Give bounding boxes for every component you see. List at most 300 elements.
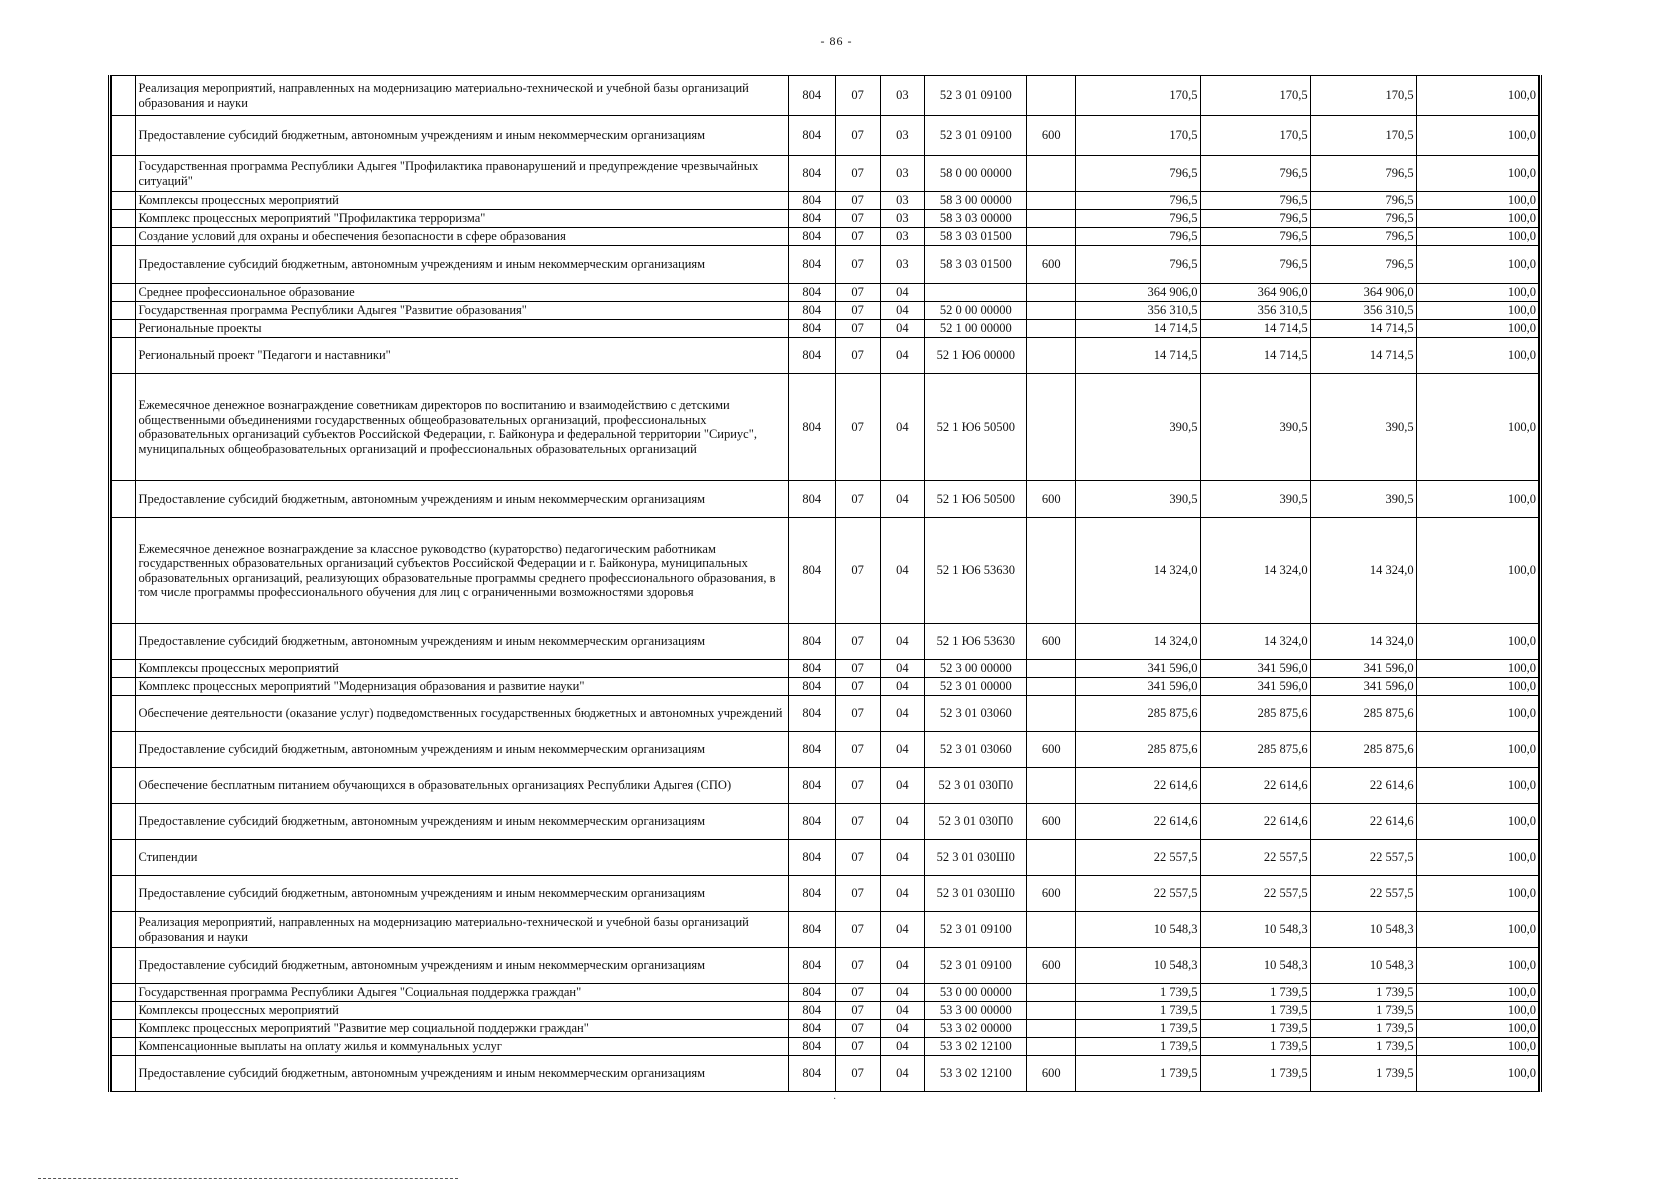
refined-amount: 14 324,0 (1200, 518, 1310, 624)
approved-amount: 1 739,5 (1076, 984, 1200, 1002)
refined-amount: 170,5 (1200, 116, 1310, 156)
table-row (112, 912, 1539, 948)
expense-type-code (1027, 1020, 1076, 1038)
execution-percent: 100,0 (1416, 1020, 1538, 1038)
refined-amount: 796,5 (1200, 246, 1310, 284)
refined-amount: 14 714,5 (1200, 320, 1310, 338)
execution-percent: 100,0 (1416, 284, 1538, 302)
table-row (112, 210, 1539, 228)
row-margin-cell (112, 192, 136, 210)
execution-percent: 100,0 (1416, 804, 1538, 840)
expense-type-code (1027, 156, 1076, 192)
execution-percent: 100,0 (1416, 76, 1538, 116)
grbs-code: 804 (788, 210, 835, 228)
refined-amount: 796,5 (1200, 192, 1310, 210)
grbs-code: 804 (788, 912, 835, 948)
target-item-code: 53 3 00 00000 (925, 1002, 1027, 1020)
section-code: 07 (835, 732, 880, 768)
grbs-code: 804 (788, 374, 835, 481)
expense-type-code: 600 (1027, 876, 1076, 912)
approved-amount: 22 557,5 (1076, 840, 1200, 876)
executed-amount: 364 906,0 (1310, 284, 1416, 302)
grbs-code: 804 (788, 948, 835, 984)
row-margin-cell (112, 732, 136, 768)
section-code: 07 (835, 76, 880, 116)
table-row (112, 1020, 1539, 1038)
grbs-code: 804 (788, 302, 835, 320)
executed-amount: 22 614,6 (1310, 768, 1416, 804)
footer-rule (38, 1178, 458, 1179)
row-name: Обеспечение бесплатным питанием обучающихся в образовательных организациях Республики Адыгея (СПО) (136, 768, 788, 804)
approved-amount: 341 596,0 (1076, 678, 1200, 696)
grbs-code: 804 (788, 156, 835, 192)
grbs-code: 804 (788, 1002, 835, 1020)
table-row (112, 156, 1539, 192)
executed-amount: 10 548,3 (1310, 912, 1416, 948)
target-item-code: 52 0 00 00000 (925, 302, 1027, 320)
subsection-code: 03 (880, 246, 925, 284)
section-code: 07 (835, 948, 880, 984)
expense-type-code: 600 (1027, 804, 1076, 840)
subsection-code: 03 (880, 156, 925, 192)
row-margin-cell (112, 284, 136, 302)
execution-percent: 100,0 (1416, 1056, 1538, 1092)
execution-percent: 100,0 (1416, 660, 1538, 678)
refined-amount: 796,5 (1200, 156, 1310, 192)
grbs-code: 804 (788, 660, 835, 678)
approved-amount: 285 875,6 (1076, 696, 1200, 732)
budget-table (111, 75, 1539, 1092)
section-code: 07 (835, 840, 880, 876)
row-margin-cell (112, 876, 136, 912)
subsection-code: 04 (880, 1038, 925, 1056)
expense-type-code (1027, 660, 1076, 678)
subsection-code: 04 (880, 1020, 925, 1038)
target-item-code: 52 3 01 03060 (925, 732, 1027, 768)
execution-percent: 100,0 (1416, 1002, 1538, 1020)
subsection-code: 04 (880, 624, 925, 660)
section-code: 07 (835, 374, 880, 481)
section-code: 07 (835, 1002, 880, 1020)
approved-amount: 22 614,6 (1076, 768, 1200, 804)
table-row (112, 1002, 1539, 1020)
table-row (112, 1056, 1539, 1092)
row-margin-cell (112, 302, 136, 320)
subsection-code: 04 (880, 948, 925, 984)
table-row (112, 246, 1539, 284)
target-item-code: 58 3 03 00000 (925, 210, 1027, 228)
grbs-code: 804 (788, 678, 835, 696)
target-item-code: 52 3 01 030П0 (925, 804, 1027, 840)
target-item-code: 52 1 Ю6 50500 (925, 374, 1027, 481)
refined-amount: 1 739,5 (1200, 1020, 1310, 1038)
row-name: Среднее профессиональное образование (136, 284, 788, 302)
executed-amount: 796,5 (1310, 228, 1416, 246)
row-margin-cell (112, 660, 136, 678)
row-margin-cell (112, 624, 136, 660)
grbs-code: 804 (788, 1056, 835, 1092)
expense-type-code (1027, 768, 1076, 804)
approved-amount: 14 714,5 (1076, 320, 1200, 338)
refined-amount: 22 557,5 (1200, 840, 1310, 876)
row-margin-cell (112, 228, 136, 246)
approved-amount: 22 614,6 (1076, 804, 1200, 840)
table-body (112, 76, 1539, 1092)
row-name: Предоставление субсидий бюджетным, автономным учреждениям и иным некоммерческим организациям (136, 876, 788, 912)
grbs-code: 804 (788, 804, 835, 840)
approved-amount: 14 324,0 (1076, 518, 1200, 624)
target-item-code: 52 3 01 030Ш0 (925, 840, 1027, 876)
table-row (112, 876, 1539, 912)
section-code: 07 (835, 192, 880, 210)
grbs-code: 804 (788, 624, 835, 660)
target-item-code: 52 1 Ю6 00000 (925, 338, 1027, 374)
refined-amount: 1 739,5 (1200, 984, 1310, 1002)
section-code: 07 (835, 228, 880, 246)
target-item-code: 52 3 01 03060 (925, 696, 1027, 732)
row-name: Предоставление субсидий бюджетным, автономным учреждениям и иным некоммерческим организациям (136, 732, 788, 768)
row-name: Предоставление субсидий бюджетным, автономным учреждениям и иным некоммерческим организациям (136, 246, 788, 284)
section-code: 07 (835, 696, 880, 732)
expense-type-code (1027, 1002, 1076, 1020)
row-name: Предоставление субсидий бюджетным, автономным учреждениям и иным некоммерческим организациям (136, 481, 788, 518)
row-margin-cell (112, 840, 136, 876)
section-code: 07 (835, 1056, 880, 1092)
subsection-code: 04 (880, 518, 925, 624)
execution-percent: 100,0 (1416, 948, 1538, 984)
table-row (112, 284, 1539, 302)
row-margin-cell (112, 246, 136, 284)
table-row (112, 984, 1539, 1002)
approved-amount: 796,5 (1076, 210, 1200, 228)
execution-percent: 100,0 (1416, 768, 1538, 804)
table-row (112, 374, 1539, 481)
expense-type-code: 600 (1027, 1056, 1076, 1092)
row-margin-cell (112, 374, 136, 481)
expense-type-code (1027, 320, 1076, 338)
refined-amount: 170,5 (1200, 76, 1310, 116)
refined-amount: 22 557,5 (1200, 876, 1310, 912)
executed-amount: 22 557,5 (1310, 876, 1416, 912)
approved-amount: 1 739,5 (1076, 1002, 1200, 1020)
execution-percent: 100,0 (1416, 338, 1538, 374)
row-name: Региональный проект "Педагоги и наставники" (136, 338, 788, 374)
target-item-code: 52 1 Ю6 53630 (925, 624, 1027, 660)
section-code: 07 (835, 912, 880, 948)
execution-percent: 100,0 (1416, 302, 1538, 320)
executed-amount: 170,5 (1310, 116, 1416, 156)
table-row (112, 948, 1539, 984)
section-code: 07 (835, 804, 880, 840)
subsection-code: 04 (880, 678, 925, 696)
row-margin-cell (112, 1020, 136, 1038)
grbs-code: 804 (788, 116, 835, 156)
expense-type-code (1027, 518, 1076, 624)
subsection-code: 04 (880, 374, 925, 481)
executed-amount: 341 596,0 (1310, 660, 1416, 678)
subsection-code: 03 (880, 228, 925, 246)
executed-amount: 285 875,6 (1310, 732, 1416, 768)
table-row (112, 228, 1539, 246)
section-code: 07 (835, 984, 880, 1002)
execution-percent: 100,0 (1416, 192, 1538, 210)
approved-amount: 285 875,6 (1076, 732, 1200, 768)
row-margin-cell (112, 1038, 136, 1056)
grbs-code: 804 (788, 518, 835, 624)
table-row (112, 840, 1539, 876)
approved-amount: 14 324,0 (1076, 624, 1200, 660)
section-code: 07 (835, 660, 880, 678)
approved-amount: 364 906,0 (1076, 284, 1200, 302)
section-code: 07 (835, 116, 880, 156)
executed-amount: 14 324,0 (1310, 518, 1416, 624)
execution-percent: 100,0 (1416, 732, 1538, 768)
approved-amount: 22 557,5 (1076, 876, 1200, 912)
executed-amount: 796,5 (1310, 192, 1416, 210)
section-code: 07 (835, 678, 880, 696)
section-code: 07 (835, 876, 880, 912)
refined-amount: 796,5 (1200, 228, 1310, 246)
expense-type-code (1027, 1038, 1076, 1056)
refined-amount: 364 906,0 (1200, 284, 1310, 302)
target-item-code: 52 3 01 00000 (925, 678, 1027, 696)
section-code: 07 (835, 481, 880, 518)
section-code: 07 (835, 246, 880, 284)
target-item-code: 53 3 02 12100 (925, 1056, 1027, 1092)
row-name: Предоставление субсидий бюджетным, автономным учреждениям и иным некоммерческим организациям (136, 116, 788, 156)
execution-percent: 100,0 (1416, 1038, 1538, 1056)
target-item-code (925, 284, 1027, 302)
row-margin-cell (112, 696, 136, 732)
subsection-code: 04 (880, 1056, 925, 1092)
subsection-code: 04 (880, 302, 925, 320)
approved-amount: 170,5 (1076, 116, 1200, 156)
expense-type-code (1027, 984, 1076, 1002)
expense-type-code: 600 (1027, 116, 1076, 156)
target-item-code: 58 3 03 01500 (925, 246, 1027, 284)
subsection-code: 03 (880, 210, 925, 228)
row-margin-cell (112, 210, 136, 228)
executed-amount: 341 596,0 (1310, 678, 1416, 696)
expense-type-code (1027, 696, 1076, 732)
refined-amount: 390,5 (1200, 481, 1310, 518)
table-row (112, 338, 1539, 374)
grbs-code: 804 (788, 840, 835, 876)
executed-amount: 796,5 (1310, 246, 1416, 284)
table-row (112, 804, 1539, 840)
row-margin-cell (112, 948, 136, 984)
table-row (112, 624, 1539, 660)
section-code: 07 (835, 284, 880, 302)
approved-amount: 10 548,3 (1076, 948, 1200, 984)
executed-amount: 170,5 (1310, 76, 1416, 116)
refined-amount: 10 548,3 (1200, 912, 1310, 948)
execution-percent: 100,0 (1416, 374, 1538, 481)
subsection-code: 03 (880, 192, 925, 210)
row-margin-cell (112, 912, 136, 948)
grbs-code: 804 (788, 984, 835, 1002)
target-item-code: 52 1 00 00000 (925, 320, 1027, 338)
target-item-code: 53 0 00 00000 (925, 984, 1027, 1002)
row-margin-cell (112, 768, 136, 804)
executed-amount: 14 714,5 (1310, 338, 1416, 374)
section-code: 07 (835, 1020, 880, 1038)
target-item-code: 53 3 02 00000 (925, 1020, 1027, 1038)
executed-amount: 22 557,5 (1310, 840, 1416, 876)
row-name: Ежемесячное денежное вознаграждение за классное руководство (кураторство) педагогическим работникам государственных образовательных организаций субъектов Российской Федерации и г. Байконура, муниципальных образовательных организаций, реализующих образовательные программы среднего профессионального образования, в том числе программы профессионального обучения для лиц с ограниченными возможностями здоровья (136, 518, 788, 624)
expense-type-code (1027, 374, 1076, 481)
row-margin-cell (112, 320, 136, 338)
expense-type-code (1027, 302, 1076, 320)
row-margin-cell (112, 116, 136, 156)
approved-amount: 1 739,5 (1076, 1020, 1200, 1038)
execution-percent: 100,0 (1416, 116, 1538, 156)
section-code: 07 (835, 1038, 880, 1056)
row-name: Реализация мероприятий, направленных на модернизацию материально-технической и учебной базы организаций образования и науки (136, 912, 788, 948)
expense-type-code (1027, 678, 1076, 696)
execution-percent: 100,0 (1416, 156, 1538, 192)
executed-amount: 390,5 (1310, 374, 1416, 481)
execution-percent: 100,0 (1416, 876, 1538, 912)
section-code: 07 (835, 320, 880, 338)
grbs-code: 804 (788, 696, 835, 732)
approved-amount: 796,5 (1076, 192, 1200, 210)
subsection-code: 04 (880, 696, 925, 732)
executed-amount: 1 739,5 (1310, 1020, 1416, 1038)
executed-amount: 796,5 (1310, 210, 1416, 228)
executed-amount: 1 739,5 (1310, 984, 1416, 1002)
execution-percent: 100,0 (1416, 984, 1538, 1002)
executed-amount: 356 310,5 (1310, 302, 1416, 320)
executed-amount: 796,5 (1310, 156, 1416, 192)
row-margin-cell (112, 76, 136, 116)
subsection-code: 03 (880, 76, 925, 116)
row-margin-cell (112, 338, 136, 374)
row-name: Реализация мероприятий, направленных на модернизацию материально-технической и учебной базы организаций образования и науки (136, 76, 788, 116)
expense-type-code (1027, 210, 1076, 228)
section-code: 07 (835, 338, 880, 374)
row-name: Предоставление субсидий бюджетным, автономным учреждениям и иным некоммерческим организациям (136, 804, 788, 840)
approved-amount: 341 596,0 (1076, 660, 1200, 678)
refined-amount: 14 714,5 (1200, 338, 1310, 374)
target-item-code: 52 1 Ю6 53630 (925, 518, 1027, 624)
row-name: Комплексы процессных мероприятий (136, 192, 788, 210)
refined-amount: 1 739,5 (1200, 1056, 1310, 1092)
approved-amount: 796,5 (1076, 156, 1200, 192)
grbs-code: 804 (788, 1020, 835, 1038)
table-row (112, 481, 1539, 518)
execution-percent: 100,0 (1416, 481, 1538, 518)
subsection-code: 04 (880, 732, 925, 768)
refined-amount: 390,5 (1200, 374, 1310, 481)
grbs-code: 804 (788, 76, 835, 116)
target-item-code: 52 3 01 030П0 (925, 768, 1027, 804)
executed-amount: 14 324,0 (1310, 624, 1416, 660)
section-code: 07 (835, 768, 880, 804)
row-name: Комплекс процессных мероприятий "Профилактика терроризма" (136, 210, 788, 228)
grbs-code: 804 (788, 876, 835, 912)
subsection-code: 04 (880, 840, 925, 876)
target-item-code: 52 3 01 09100 (925, 116, 1027, 156)
refined-amount: 22 614,6 (1200, 804, 1310, 840)
expense-type-code: 600 (1027, 246, 1076, 284)
row-name: Государственная программа Республики Адыгея "Профилактика правонарушений и предупреждение чрезвычайных ситуаций" (136, 156, 788, 192)
expense-type-code (1027, 840, 1076, 876)
target-item-code: 52 1 Ю6 50500 (925, 481, 1027, 518)
refined-amount: 796,5 (1200, 210, 1310, 228)
grbs-code: 804 (788, 1038, 835, 1056)
row-name: Комплексы процессных мероприятий (136, 1002, 788, 1020)
budget-table-frame (108, 75, 1542, 1092)
refined-amount: 285 875,6 (1200, 696, 1310, 732)
execution-percent: 100,0 (1416, 624, 1538, 660)
subsection-code: 04 (880, 804, 925, 840)
approved-amount: 170,5 (1076, 76, 1200, 116)
expense-type-code (1027, 76, 1076, 116)
table-row (112, 1038, 1539, 1056)
approved-amount: 10 548,3 (1076, 912, 1200, 948)
expense-type-code (1027, 228, 1076, 246)
section-code: 07 (835, 624, 880, 660)
grbs-code: 804 (788, 246, 835, 284)
grbs-code: 804 (788, 338, 835, 374)
row-margin-cell (112, 518, 136, 624)
execution-percent: 100,0 (1416, 912, 1538, 948)
executed-amount: 22 614,6 (1310, 804, 1416, 840)
target-item-code: 58 3 00 00000 (925, 192, 1027, 210)
refined-amount: 10 548,3 (1200, 948, 1310, 984)
subsection-code: 04 (880, 984, 925, 1002)
refined-amount: 341 596,0 (1200, 678, 1310, 696)
subsection-code: 04 (880, 320, 925, 338)
subsection-code: 04 (880, 284, 925, 302)
target-item-code: 52 3 00 00000 (925, 660, 1027, 678)
row-margin-cell (112, 678, 136, 696)
approved-amount: 1 739,5 (1076, 1038, 1200, 1056)
table-row (112, 678, 1539, 696)
refined-amount: 1 739,5 (1200, 1038, 1310, 1056)
table-row (112, 768, 1539, 804)
page-number: - 86 - (820, 34, 853, 48)
execution-percent: 100,0 (1416, 678, 1538, 696)
target-item-code: 52 3 01 09100 (925, 948, 1027, 984)
row-name: Компенсационные выплаты на оплату жилья и коммунальных услуг (136, 1038, 788, 1056)
table-row (112, 518, 1539, 624)
subsection-code: 04 (880, 1002, 925, 1020)
refined-amount: 341 596,0 (1200, 660, 1310, 678)
row-name: Государственная программа Республики Адыгея "Социальная поддержка граждан" (136, 984, 788, 1002)
grbs-code: 804 (788, 732, 835, 768)
row-margin-cell (112, 804, 136, 840)
row-name: Предоставление субсидий бюджетным, автономным учреждениям и иным некоммерческим организациям (136, 948, 788, 984)
table-row (112, 302, 1539, 320)
target-item-code: 53 3 02 12100 (925, 1038, 1027, 1056)
executed-amount: 10 548,3 (1310, 948, 1416, 984)
execution-percent: 100,0 (1416, 518, 1538, 624)
execution-percent: 100,0 (1416, 696, 1538, 732)
row-margin-cell (112, 156, 136, 192)
table-row (112, 696, 1539, 732)
approved-amount: 356 310,5 (1076, 302, 1200, 320)
row-name: Предоставление субсидий бюджетным, автономным учреждениям и иным некоммерческим организациям (136, 1056, 788, 1092)
expense-type-code: 600 (1027, 481, 1076, 518)
refined-amount: 285 875,6 (1200, 732, 1310, 768)
expense-type-code: 600 (1027, 624, 1076, 660)
section-code: 07 (835, 518, 880, 624)
refined-amount: 1 739,5 (1200, 1002, 1310, 1020)
row-name: Обеспечение деятельности (оказание услуг) подведомственных государственных бюджетных и автономных учреждений (136, 696, 788, 732)
grbs-code: 804 (788, 320, 835, 338)
